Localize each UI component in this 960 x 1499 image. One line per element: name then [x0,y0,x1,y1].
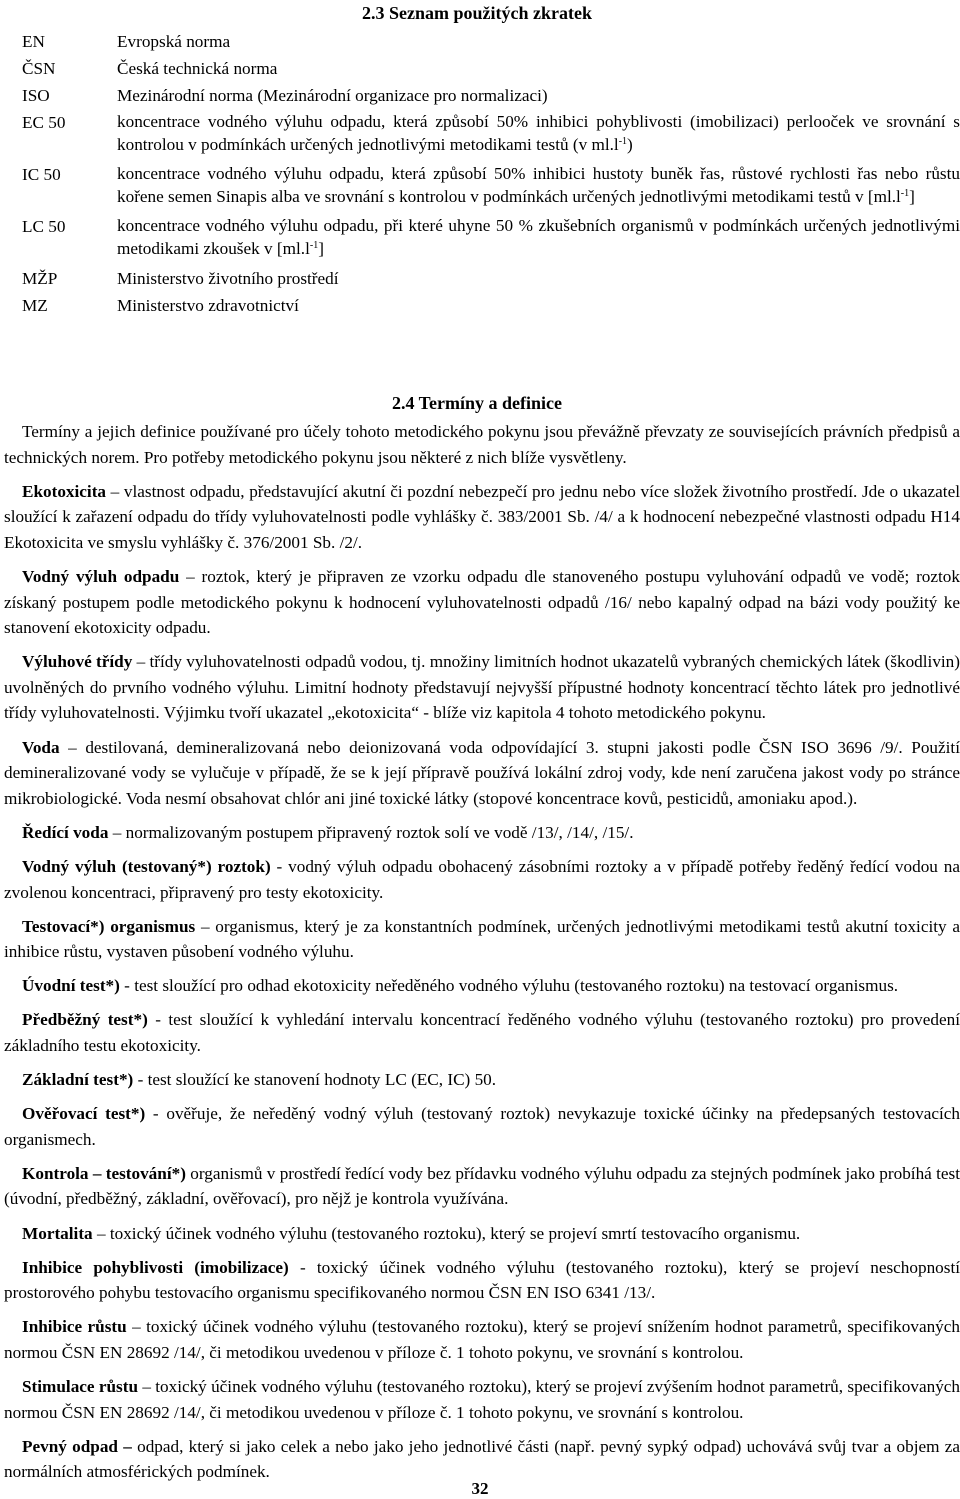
abbreviation-row [22,161,960,208]
definition-paragraph [4,914,960,965]
definition-term: Pevný odpad – [22,1436,132,1456]
abbreviation-row [22,265,960,292]
definition-term: Mortalita [22,1223,93,1243]
definition-text: koncentrace vodného výluhu odpadu, která způsobí 50% inhibici pohyblivosti (imobilizaci) perlooček ve srovnání s kontrolou v podmínkách určených jednotlivými metodikami testů (v ml.l [117,112,960,154]
abbreviation-definition: Ministerstvo zdravotnictví [117,296,299,315]
definition-term: Inhibice pohyblivosti (imobilizace) [22,1257,289,1277]
definition-paragraph [4,564,960,641]
abbreviation-definition [117,161,960,208]
definition-term: Vodný výluh odpadu [22,566,180,586]
abbreviation-definition [117,213,960,260]
abbreviation-key: LC 50 [22,217,66,236]
definition-term: Vodný výluh (testovaný*) roztok) [22,856,271,876]
definition-text-end: ] [909,186,915,206]
definition-text: organismů v prostředí ředící vody bez přídavku vodného výluhu odpadu za stejných podmínek jako probíhá test (úvodní, předběžný, základní, ověřovací), pro nějž je kontrola využívána. [4,1163,960,1209]
definition-text: odpad, který si jako celek a nebo jako jeho jednotlivé části (např. pevný sypký odpad) uchovává svůj tvar a objem za normálních atmosférických podmínek. [4,1436,960,1482]
definition-term: Testovací*) organismus [22,916,196,936]
abbreviation-row [22,55,960,82]
definition-paragraph [4,1374,960,1425]
definition-paragraph [4,649,960,726]
abbreviation-definition [117,109,960,156]
definitions-body [4,419,960,1493]
unit-exponent: -1 [618,135,628,147]
section-heading-terms: 2.4 Termíny a definice [392,393,562,413]
definition-term: Základní test*) [22,1070,134,1090]
abbreviation-definition: Česká technická norma [117,59,278,78]
definition-paragraph [4,1221,960,1247]
abbreviation-row [22,213,960,260]
abbreviation-definition: Ministerstvo životního prostředí [117,269,339,288]
abbreviation-key: ISO [22,86,50,105]
abbreviation-definition: Mezinárodní norma (Mezinárodní organizace pro normalizaci) [117,86,548,105]
page-number: 32 [471,1479,489,1498]
abbreviation-row [22,109,960,156]
definition-term: Úvodní test*) [22,976,120,996]
definition-paragraph [4,1255,960,1306]
definition-term: Voda [22,737,60,757]
definition-term: Předběžný test*) [22,1010,148,1030]
definition-text-end: ) [627,134,633,154]
abbreviation-key: MZ [22,296,48,315]
definition-text: – roztok, který je připraven ze vzorku odpadu dle stanoveného postupu vyluhování odpadů ve vodě; roztok získaný postupem podle metodického pokynu k hodnocení vyluhovatelnosti odpadů /16/ nebo kapalný odpad na bázi vody použitý ke stanovení ekotoxicity odpadu. [4,566,960,638]
definition-paragraph [4,1434,960,1485]
definition-paragraph [4,1314,960,1365]
definition-text-end: ] [318,238,324,258]
definition-text: – destilovaná, demineralizovaná nebo deionizovaná voda odpovídající 3. stupni jakosti podle ČSN ISO 3696 /9/. Použití demineralizované vody se vylučuje v případě, že se k její přípravě používá lokální zdroj vody, kde není zaručena jakost vody po stránce mikrobiologické. Voda nesmí obsahovat chlór ani jiné toxické látky (stopové koncentrace kovů, pesticidů, amoniaku apod.). [4,737,960,808]
definition-term: Inhibice růstu [22,1317,127,1337]
definition-paragraph [4,735,960,812]
unit-exponent: -1 [309,239,319,251]
definition-term: Ekotoxicita [22,481,107,501]
definition-paragraph [4,1007,960,1058]
definition-text: – vlastnost odpadu, představující akutní či pozdní nebezpečí pro jednu nebo více složek životního prostředí. Jde o ukazatel sloužící k zařazení odpadu do třídy vyluhovatelnosti podle vyhlášky č. 383/2001 Sb. /4/ a k hodnocení nebezpečné vlastnosti odpadu H14 Ekotoxicita ve smyslu vyhlášky č. 376/2001 Sb. /2/. [4,481,960,552]
definition-term: Ověřovací test*) [22,1104,146,1124]
abbreviation-row [22,28,960,55]
definition-paragraph [4,1161,960,1212]
definition-paragraph [4,1101,960,1152]
definition-paragraph [4,1067,960,1093]
definition-paragraph [4,973,960,999]
definition-text: – normalizovaným postupem připravený roztok solí ve vodě /13/, /14/, /15/. [108,822,634,842]
unit-exponent: -1 [900,187,910,199]
definition-text: – organismus, který je za konstantních podmínek, určených jednotlivými metodikami testů akutní toxicity a inhibice růstu, vystaven působení vodného výluhu. [4,916,960,962]
abbreviation-key: ČSN [22,59,56,78]
definition-paragraph [4,820,960,846]
definition-term: Výluhové třídy [22,652,133,672]
definition-text: - test sloužící ke stanovení hodnoty LC (EC, IC) 50. [133,1070,497,1090]
definition-term: Stimulace růstu [22,1377,139,1396]
definition-text: – toxický účinek vodného výluhu (testovaného roztoku), který se projeví zvýšením hodnot parametrů, specifikovaných normou ČSN EN 28692 /14/, či metodikou uvedenou v příloze č. 1 tohoto pokynu, ve srovnání s kontrolou. [4,1377,960,1422]
abbreviation-key: EN [22,32,45,51]
definition-paragraph [4,479,960,556]
section-heading-abbreviations: 2.3 Seznam použitých zkratek [362,3,592,23]
abbreviation-definition: Evropská norma [117,32,231,51]
abbreviation-key: EC 50 [22,113,66,132]
abbreviation-key: MŽP [22,269,58,288]
abbreviation-key: IC 50 [22,165,61,184]
abbreviation-row [22,292,960,319]
definition-text: – třídy vyluhovatelnosti odpadů vodou, tj. množiny limitních hodnot ukazatelů vybraných chemických látek (škodlivin) uvolněných do prvního vodného výluhu. Limitní hodnoty představují nejvyšší přípustné hodnoty koncentrací těchto látek pro jednotlivé třídy vyluhovatelnosti. Výjimku tvoří ukazatel „ekotoxicita“ - blíže viz kapitola 4 tohoto metodického pokynu. [4,652,960,723]
abbreviation-row [22,82,960,109]
definition-text: - vodný výluh odpadu obohacený zásobními roztoky a v případě potřeby ředěný ředící vodou na zvolenou koncentraci, připravený pro testy ekotoxicity. [4,856,960,902]
definition-paragraph [4,854,960,905]
definition-text: – toxický účinek vodného výluhu (testovaného roztoku), který se projeví smrtí testovacího organismu. [92,1223,801,1243]
definition-text: - test sloužící pro odhad ekotoxicity neředěného vodného výluhu (testovaného roztoku) na testovací organismus. [119,976,899,996]
abbreviation-list [22,28,960,319]
definition-term: Ředící voda [22,822,109,842]
definition-term: Kontrola – testování*) [22,1163,186,1183]
intro-paragraph: Termíny a jejich definice používané pro účely tohoto metodického pokynu jsou převážně převzaty ze souvisejících právních předpisů a technických norem. Pro potřeby metodického pokynu jsou některé z nich blíže vysvětleny. [4,422,960,467]
definition-text: - ověřuje, že neředěný vodný výluh (testovaný roztok) nevykazuje toxické účinky na předepsaných testovacích organismech. [4,1104,960,1149]
definition-text: - test sloužící k vyhledání intervalu koncentrací ředěného vodného výluhu (testovaného roztoku) pro provedení základního testu ekotoxicity. [4,1010,960,1055]
definition-text: - toxický účinek vodného výluhu (testovaného roztoku), který se projeví neschopností prostorového pohybu testovacího organismu specifikovaného normou ČSN EN ISO 6341 /13/. [4,1257,960,1303]
definition-text: – toxický účinek vodného výluhu (testovaného roztoku), který se projeví snížením hodnot parametrů, specifikovaných normou ČSN EN 28692 /14/, či metodikou uvedenou v příloze č. 1 tohoto pokynu, ve srovnání s kontrolou. [4,1317,960,1362]
definition-text: koncentrace vodného výluhu odpadu, při které uhyne 50 % zkušebních organismů v podmínkách určených jednotlivými metodikami zkoušek v [ml.l [117,216,960,258]
definition-text: koncentrace vodného výluhu odpadu, která způsobí 50% inhibici hustoty buněk řas, růstové rychlosti řas nebo růstu kořene semen Sinapis alba ve srovnání s kontrolou v podmínkách určených jednotlivými metodikami testů v [ml.l [117,164,960,206]
